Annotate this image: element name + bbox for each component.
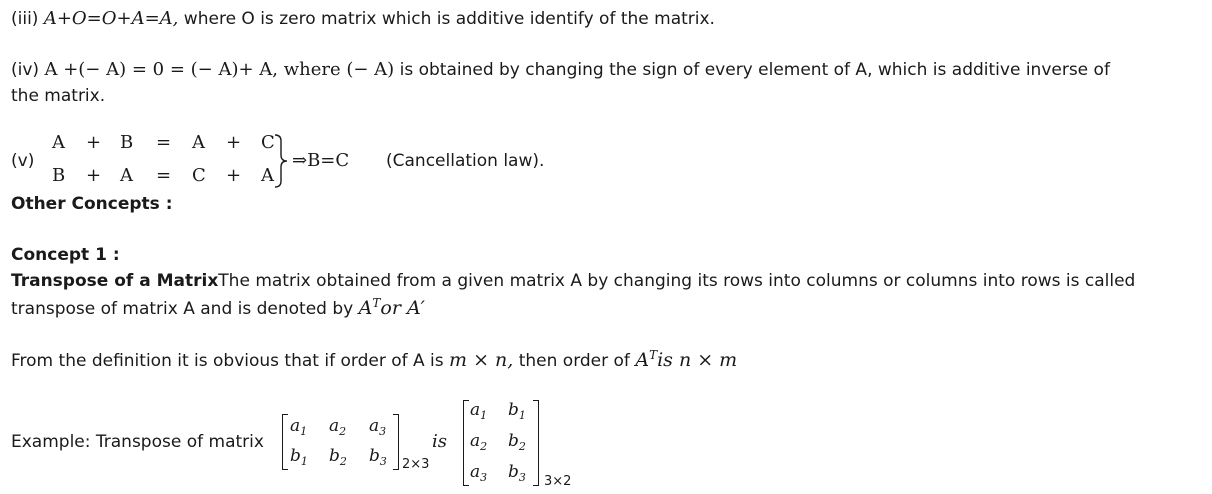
matrix-2-order: 3×2 [544, 474, 572, 489]
right-bracket-icon [533, 400, 539, 486]
order-at-sup: T [649, 348, 658, 362]
matrix-cell: $a_3$ [470, 462, 488, 484]
order-statement [11, 349, 737, 371]
notation-sup: T [372, 296, 381, 310]
item-iv-text: is obtained by changing the sign of every element of A, which is additive inverse of [394, 60, 1110, 80]
matrix-cell: $a_1$ [470, 400, 488, 422]
order-at-rest: is n × m [657, 349, 738, 371]
eq-cell: A [192, 132, 205, 153]
is-word: is [432, 431, 447, 452]
eq-cell: + [86, 132, 102, 153]
item-iii-math: A+O=O+A=A, [43, 8, 179, 29]
left-bracket-icon [282, 414, 288, 470]
matrix-cell: $b_2$ [329, 446, 347, 468]
eq-cell: = [156, 165, 172, 186]
definition-text: The matrix obtained from a given matrix A by changing its rows into columns or columns into rows is called [218, 271, 1136, 291]
eq-cell: + [86, 165, 102, 186]
notation-text: transpose of matrix A and is denoted by [11, 299, 359, 319]
matrix-cell: $b_3$ [508, 462, 526, 484]
order-text-1: From the definition it is obvious that if order of A is [11, 351, 450, 371]
order-text-2: then order of [513, 351, 636, 371]
eq-cell: + [226, 165, 242, 186]
matrix-cell: $b_1$ [290, 446, 308, 468]
matrix-cell: $b_3$ [369, 446, 387, 468]
matrix-cell: $a_2$ [470, 431, 488, 453]
left-bracket-icon [463, 400, 469, 486]
item-iv-continuation: the matrix. [11, 86, 106, 106]
order-a: m × n, [449, 349, 514, 371]
concept-1-heading: Concept 1 : [11, 245, 120, 265]
matrix-1-order: 2×3 [402, 457, 430, 472]
eq-cell: B [120, 132, 134, 153]
implies-result: ⇒B=C [292, 150, 350, 171]
eq-cell: A [120, 165, 133, 186]
eq-cell: B [52, 165, 66, 186]
item-v-label: (v) [11, 151, 35, 171]
item-iv [11, 59, 1110, 80]
matrix-3x2 [463, 398, 543, 488]
transpose-title: Transpose of a Matrix [11, 271, 219, 291]
cancellation-equations [50, 130, 290, 192]
concept-1-notation-line [11, 297, 425, 319]
eq-cell: C [261, 132, 275, 153]
item-iii-label: (iii) [11, 9, 39, 29]
eq-cell: C [192, 165, 206, 186]
item-iii-text: where O is zero matrix which is additive identify of the matrix. [178, 9, 715, 29]
item-iv-math: A +(− A) = 0 = (− A)+ A, where (− A) [44, 59, 395, 80]
item-iii [11, 8, 715, 29]
matrix-cell: $b_1$ [508, 400, 526, 422]
matrix-cell: $a_3$ [369, 416, 387, 438]
notation-a: A [358, 297, 373, 319]
other-concepts-heading: Other Concepts : [11, 194, 173, 214]
eq-cell: + [226, 132, 242, 153]
eq-cell: = [156, 132, 172, 153]
eq-cell: A [52, 132, 65, 153]
matrix-cell: $a_1$ [290, 416, 308, 438]
matrix-2x3 [282, 412, 402, 472]
right-bracket-icon [393, 414, 399, 470]
eq-cell: A [261, 165, 274, 186]
matrix-cell: $b_2$ [508, 431, 526, 453]
right-brace-icon [273, 133, 289, 189]
order-at-a: A [635, 349, 650, 371]
example-label: Example: Transpose of matrix [11, 432, 264, 452]
cancellation-law-note: (Cancellation law). [386, 151, 545, 171]
matrix-cell: $a_2$ [329, 416, 347, 438]
notation-or: or A′ [380, 297, 425, 319]
concept-1-definition [11, 271, 1135, 291]
item-iv-label: (iv) [11, 60, 40, 80]
